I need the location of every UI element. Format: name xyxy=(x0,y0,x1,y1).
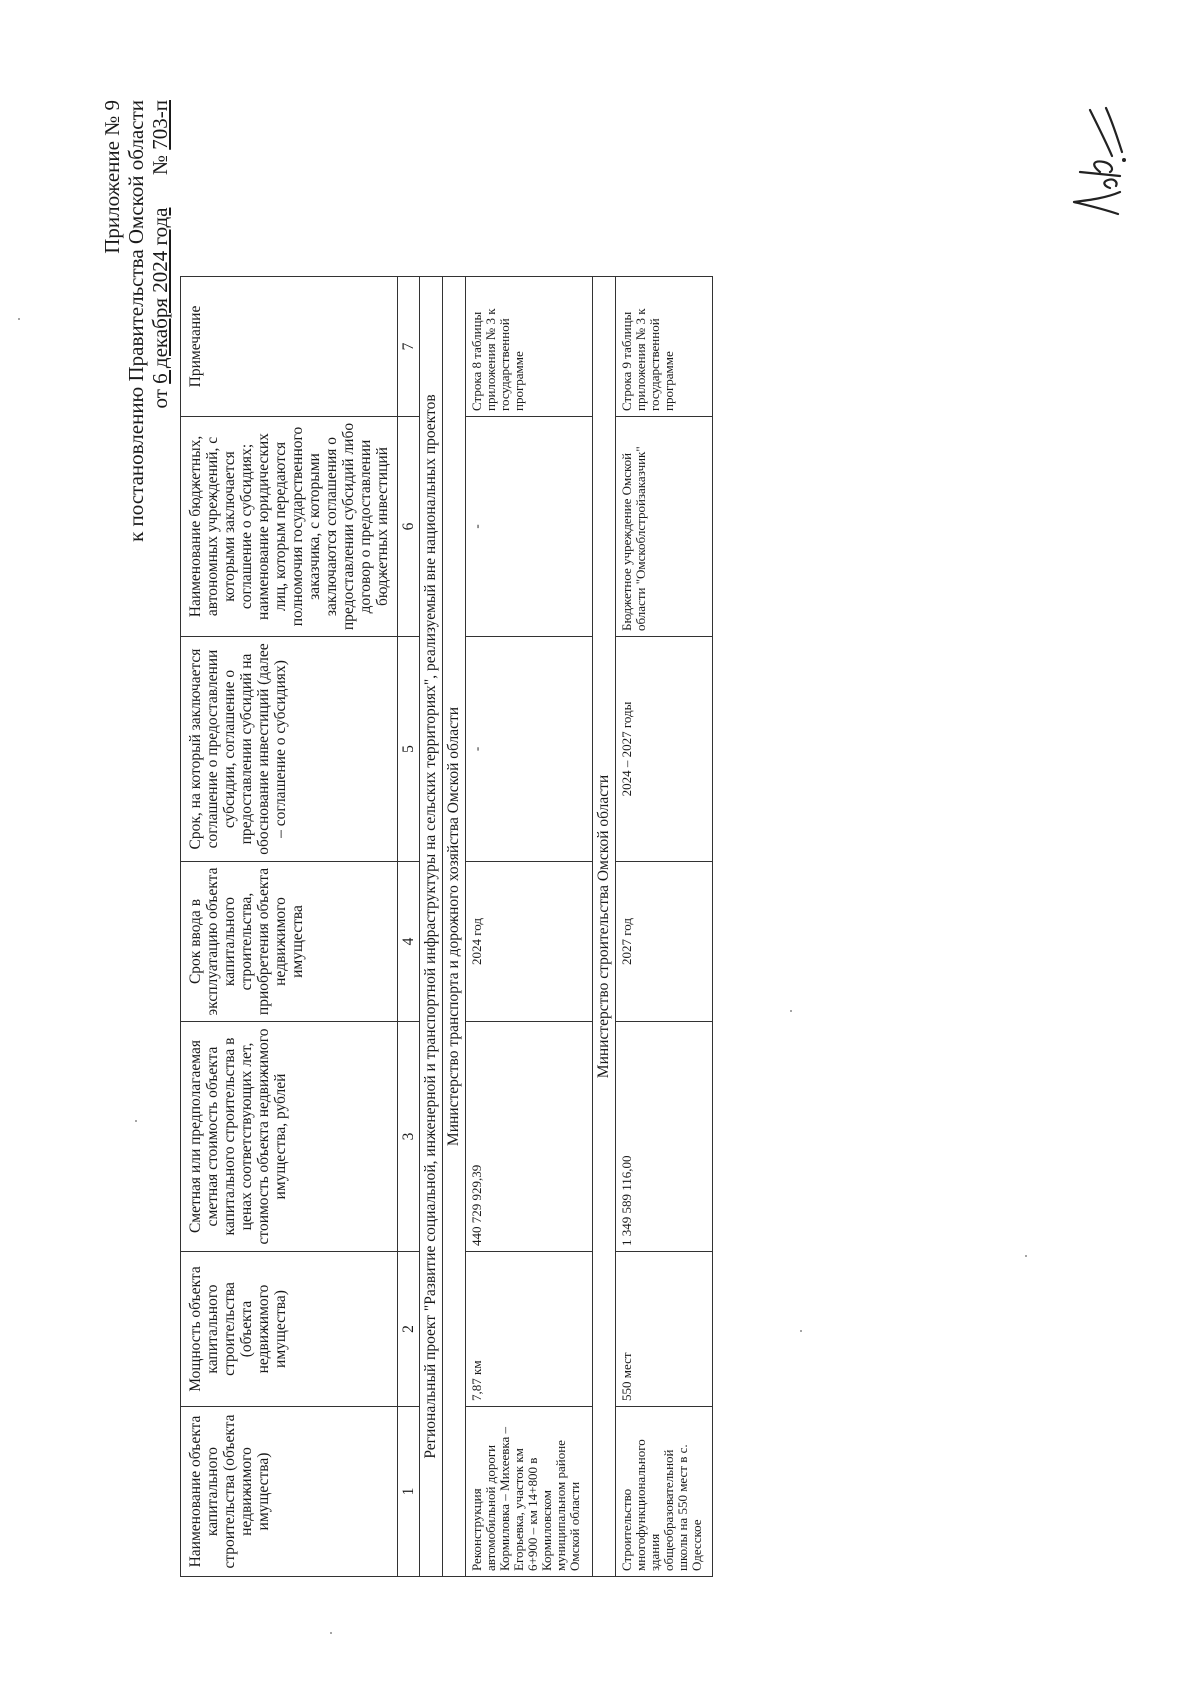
scan-speck xyxy=(330,1632,332,1634)
capacity-cell: 7,87 км xyxy=(466,1252,593,1407)
scan-speck xyxy=(135,1120,137,1122)
header-object-name: Наименование объекта капитального строительства (объекта недвижимого имущества) xyxy=(181,1407,398,1577)
number-label: № xyxy=(148,154,172,176)
from-label: от xyxy=(148,389,172,409)
scan-speck xyxy=(18,318,20,320)
object-name-cell: Реконструкция автомобильной дороги Кормиловка – Михеевка – Егорьевка, участок км 6+900 – км 14+800 в Кормиловском муниципальном районе Омской области xyxy=(466,1407,593,1577)
document-header xyxy=(100,100,172,542)
column-number: 7 xyxy=(398,277,420,417)
ministry-row xyxy=(443,277,466,1577)
note-cell: Строка 9 таблицы приложения № 3 к государственной программе xyxy=(616,277,713,417)
ministry-title: Министерство строительства Омской области xyxy=(593,277,616,1577)
appendix-number: Приложение № 9 xyxy=(100,100,124,254)
column-number: 3 xyxy=(398,1022,420,1252)
institution-cell: - xyxy=(466,417,593,637)
header-cost: Сметная или предполагаемая сметная стоимость объекта капитального строительства в ценах соответствующих лет, стоимость объекта недвижимого имущества, рублей xyxy=(181,1022,398,1252)
commission-cell: 2027 год xyxy=(616,862,713,1022)
header-row xyxy=(181,277,398,1577)
table-row xyxy=(466,277,593,1577)
column-number-row xyxy=(398,277,420,1577)
column-number: 1 xyxy=(398,1407,420,1577)
resolution-reference: к постановлению Правительства Омской области xyxy=(124,100,148,542)
column-number: 6 xyxy=(398,417,420,637)
header-agreement-term: Срок, на который заключается соглашение о предоставлении субсидии, соглашение о предоставлении субсидий на обоснование инвестиций (далее – соглашение о субсидиях) xyxy=(181,637,398,862)
resolution-date-line xyxy=(148,100,172,542)
column-number: 4 xyxy=(398,862,420,1022)
object-name-cell: Строительство многофункционального здания общеобразовательной школы на 550 мест в с. Одесское xyxy=(616,1407,713,1577)
agreement-term-cell: - xyxy=(466,637,593,862)
header-institutions: Наименование бюджетных, автономных учреждений, с которыми заключается соглашение о субсидиях; наименование юридических лиц, которым передаются полномочия государственного заказчика, с которыми заключаются соглашения о предоставлении субсидий либо договор о предоставлении бюджетных инвестиций xyxy=(181,417,398,637)
cost-cell: 1 349 589 116,00 xyxy=(616,1022,713,1252)
note-cell: Строка 8 таблицы приложения № 3 к государственной программе xyxy=(466,277,593,417)
cost-cell: 440 729 929,39 xyxy=(466,1022,593,1252)
resolution-number: 703-п xyxy=(148,100,172,150)
scan-speck xyxy=(1025,1255,1027,1257)
column-number: 2 xyxy=(398,1252,420,1407)
header-note: Примечание xyxy=(181,277,398,417)
ministry-row xyxy=(593,277,616,1577)
institution-cell: Бюджетное учреждение Омской области "Омскоблстройзаказчик" xyxy=(616,417,713,637)
capacity-cell: 550 мест xyxy=(616,1252,713,1407)
resolution-date: 6 декабря 2024 года xyxy=(148,207,172,384)
column-number: 5 xyxy=(398,637,420,862)
table-row xyxy=(616,277,713,1577)
header-commission-date: Срок ввода в эксплуатацию объекта капитального строительства, приобретения объекта недвижимого имущества xyxy=(181,862,398,1022)
investment-objects-table xyxy=(180,276,713,1577)
scan-speck xyxy=(790,1010,792,1012)
header-capacity: Мощность объекта капитального строительства (объекта недвижимого имущества) xyxy=(181,1252,398,1407)
ministry-title: Министерство транспорта и дорожного хозяйства Омской области xyxy=(443,277,466,1577)
agreement-term-cell: 2024 – 2027 годы xyxy=(616,637,713,862)
scan-speck xyxy=(800,1330,802,1332)
project-title-row xyxy=(420,277,443,1577)
handwritten-signature xyxy=(1060,102,1140,222)
commission-cell: 2024 год xyxy=(466,862,593,1022)
project-title: Региональный проект "Развитие социальной, инженерной и транспортной инфраструктуры на сельских территориях", реализуемый вне национальных проектов xyxy=(420,277,443,1577)
